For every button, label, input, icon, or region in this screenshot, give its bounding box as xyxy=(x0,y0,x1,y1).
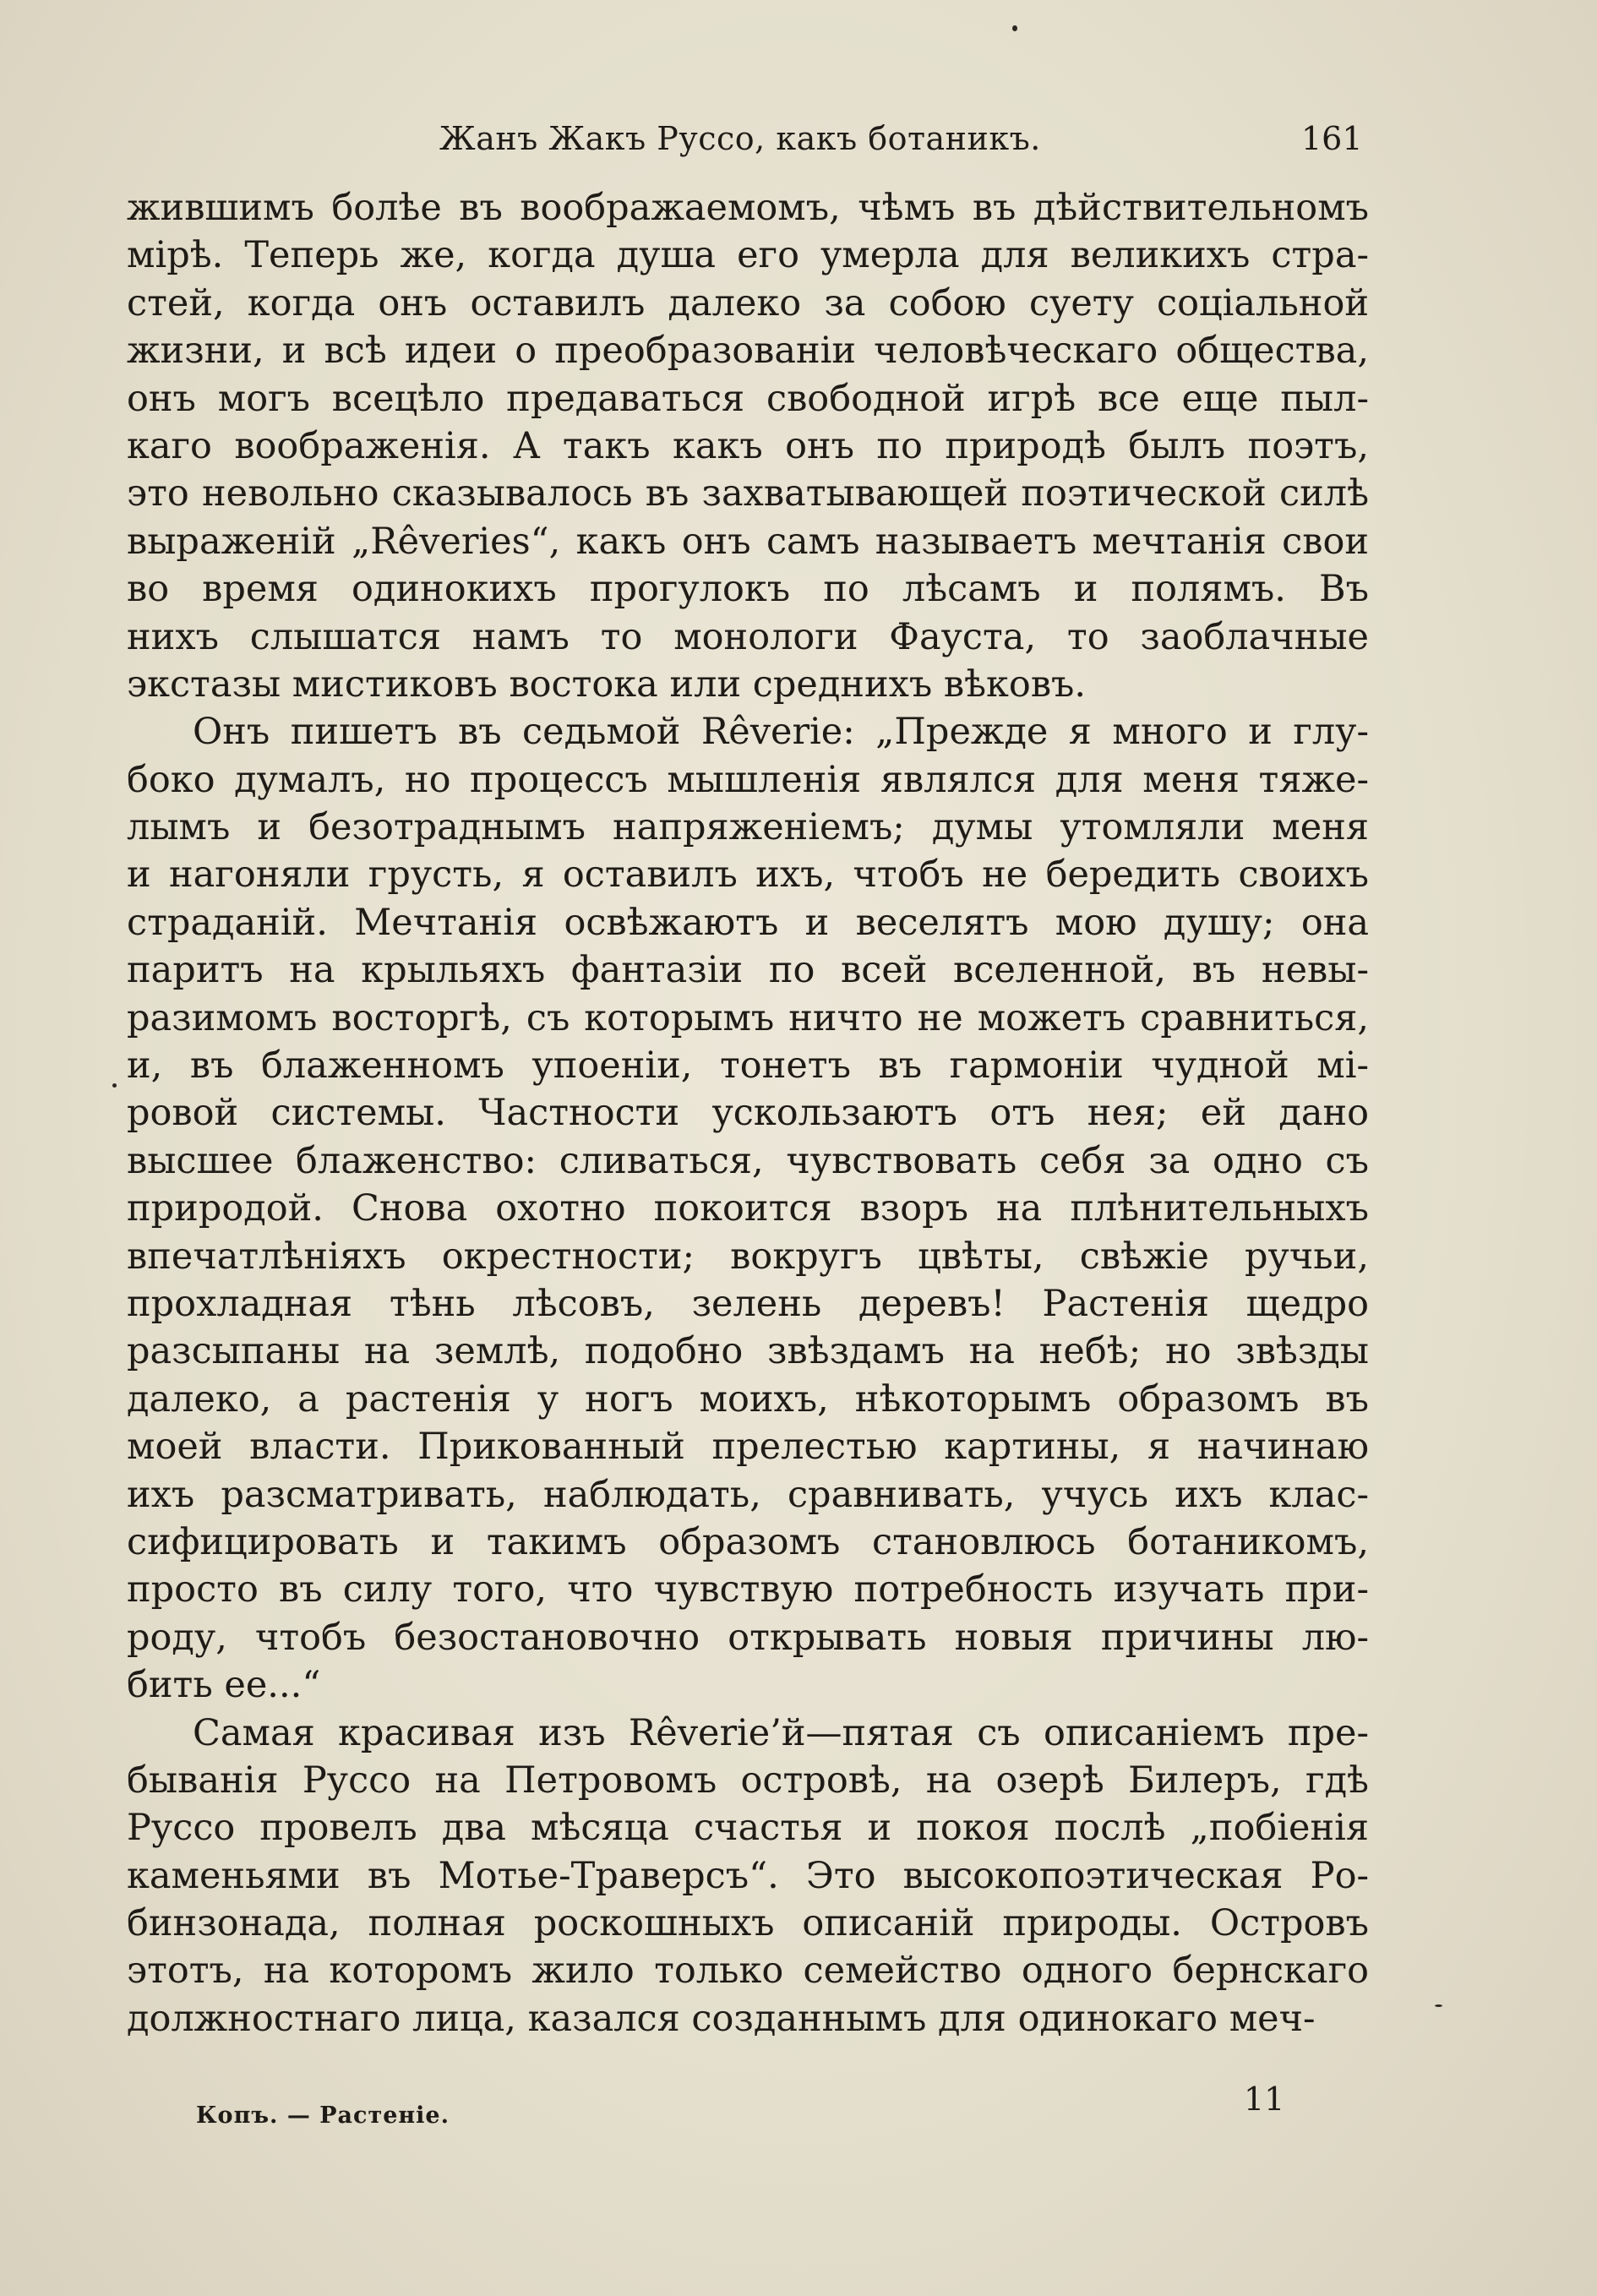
signature-mark: 11 xyxy=(1244,2081,1285,2118)
text-line: бинзонада, полная роскошныхъ описаній природы. Островъ xyxy=(127,1902,1369,1945)
text-line: паритъ на крыльяхъ фантазіи по всей вселенной, въ невы- xyxy=(127,949,1369,992)
text-line: ихъ разсматривать, наблюдать, сравнивать, учусь ихъ клас- xyxy=(127,1473,1369,1516)
text-line: мірѣ. Теперь же, когда душа его умерла для великихъ стра- xyxy=(127,234,1369,277)
paragraph xyxy=(127,184,1369,708)
text-line: этотъ, на которомъ жило только семейство одного бернскаго xyxy=(127,1950,1369,1993)
text-line: это невольно сказывалось въ захватывающей поэтической силѣ xyxy=(127,472,1369,515)
text-line: и, въ блаженномъ упоеніи, тонетъ въ гармоніи чудной мі- xyxy=(127,1044,1369,1088)
text-line: стей, когда онъ оставилъ далеко за собою суету соціальной xyxy=(127,281,1369,324)
paragraph xyxy=(127,708,1369,1709)
text-line: нихъ слышатся намъ то монологи Фауста, то заоблачные xyxy=(127,615,1369,658)
footer-note: Копъ. — Растеніе. xyxy=(196,2102,450,2129)
page-number: 161 xyxy=(1301,120,1363,157)
text-line: сифицировать и такимъ образомъ становлюсь ботаникомъ, xyxy=(127,1520,1369,1563)
text-line: лымъ и безотраднымъ напряженіемъ; думы утомляли меня xyxy=(127,806,1369,849)
text-line: должностнаго лица, казался созданнымъ для одинокаго меч- xyxy=(127,1997,1316,2040)
text-line: далеко, а растенія у ногъ моихъ, нѣкоторымъ образомъ въ xyxy=(127,1377,1369,1421)
text-line: и нагоняли грусть, я оставилъ ихъ, чтобъ не бередить своихъ xyxy=(127,854,1369,897)
text-line: ровой системы. Частности ускользаютъ отъ нея; ей дано xyxy=(127,1092,1369,1135)
paragraph xyxy=(127,1710,1369,2043)
text-line: экстазы мистиковъ востока или среднихъ вѣковъ. xyxy=(127,663,1087,706)
body-text xyxy=(127,184,1369,2042)
text-line: разимомъ восторгѣ, съ которымъ ничто не можетъ сравниться, xyxy=(127,996,1369,1039)
text-line: во время одинокихъ прогулокъ по лѣсамъ и полямъ. Въ xyxy=(127,568,1369,611)
text-line: жившимъ болѣе въ воображаемомъ, чѣмъ въ дѣйствительномъ xyxy=(127,187,1369,229)
text-line: моей власти. Прикованный прелестью картины, я начинаю xyxy=(127,1426,1369,1469)
text-line: каменьями въ Мотье-Траверсъ“. Это высокопоэтическая Ро- xyxy=(127,1854,1369,1897)
text-line: просто въ силу того, что чувствую потребность изучать при- xyxy=(127,1568,1369,1612)
running-title: Жанъ Жакъ Руссо, какъ ботаникъ. xyxy=(439,120,1041,157)
text-line: Онъ пишетъ въ седьмой Rêverie: „Прежде я много и глу- xyxy=(193,711,1369,754)
text-line: жизни, и всѣ идеи о преобразованіи человѣческаго общества, xyxy=(127,330,1369,373)
text-line: Самая красивая изъ Rêverie’й—пятая съ описаніемъ пре- xyxy=(193,1711,1369,1754)
paper-speck xyxy=(1012,25,1017,31)
paper-speck xyxy=(112,1083,117,1088)
text-line: природой. Снова охотно покоится взоръ на плѣнительныхъ xyxy=(127,1187,1369,1230)
text-line: каго воображенія. А такъ какъ онъ по природѣ былъ поэтъ, xyxy=(127,424,1369,467)
paper-speck xyxy=(1435,2004,1442,2007)
text-line: Руссо провелъ два мѣсяца счастья и покоя послѣ „побіенія xyxy=(127,1807,1369,1850)
text-line: высшее блаженство: сливаться, чувствовать себя за одно съ xyxy=(127,1139,1369,1182)
text-line: онъ могъ всецѣло предаваться свободной игрѣ все еще пыл- xyxy=(127,377,1369,420)
text-line: разсыпаны на землѣ, подобно звѣздамъ на небѣ; но звѣзды xyxy=(127,1330,1369,1373)
text-line: прохладная тѣнь лѣсовъ, зелень деревъ! Растенія щедро xyxy=(127,1282,1369,1325)
text-line: впечатлѣніяхъ окрестности; вокругъ цвѣты, свѣжіе ручьи, xyxy=(127,1235,1369,1278)
text-line: быванія Руссо на Петровомъ островѣ, на озерѣ Билеръ, гдѣ xyxy=(127,1759,1369,1802)
text-line: страданій. Мечтанія освѣжаютъ и веселятъ мою душу; она xyxy=(127,901,1369,944)
text-line: бить ее...“ xyxy=(127,1664,321,1707)
text-line: роду, чтобъ безостановочно открывать новыя причины лю- xyxy=(127,1616,1369,1659)
text-line: боко думалъ, но процессъ мышленія являлся для меня тяже- xyxy=(127,758,1369,801)
text-line: выраженій „Rêveries“, какъ онъ самъ называетъ мечтанія свои xyxy=(127,520,1369,563)
